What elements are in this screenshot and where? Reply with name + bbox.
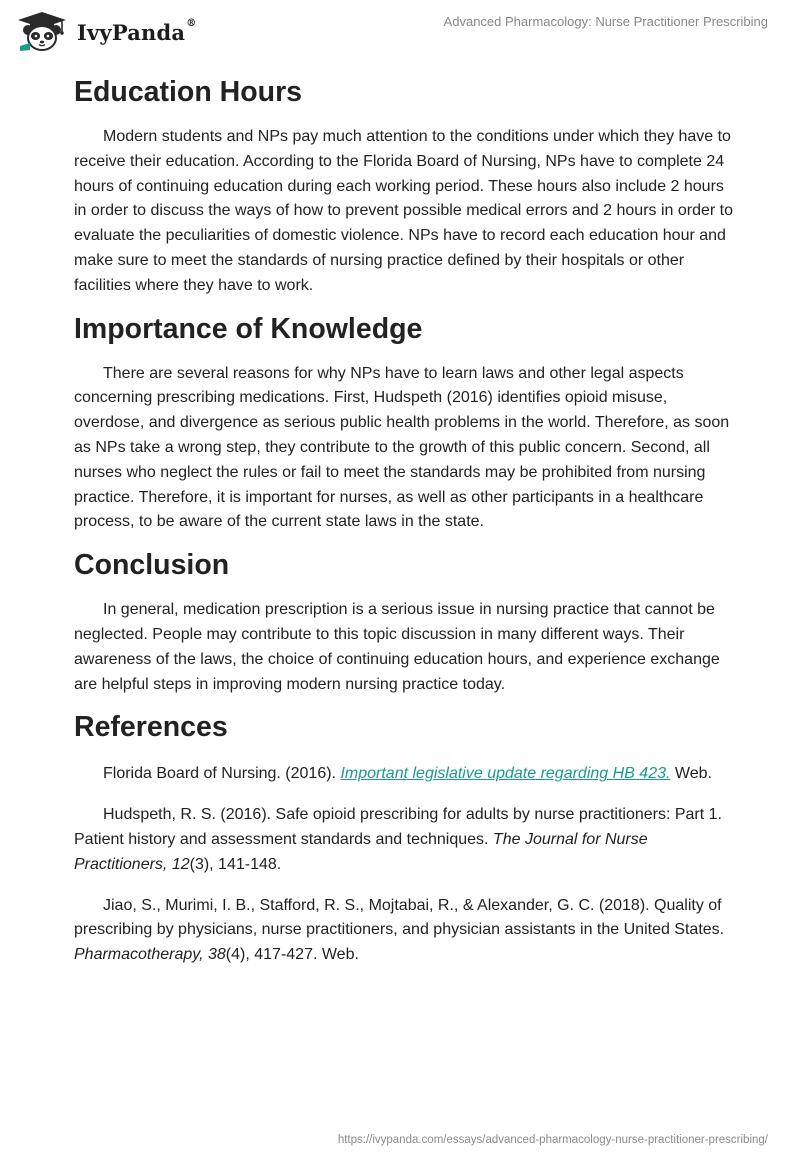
section-heading: Education Hours xyxy=(74,76,303,108)
page-header xyxy=(0,0,800,60)
section-paragraph: There are several reasons for why NPs have to learn laws and other legal aspects concerning prescribing medications. First, Hudspeth (2016) identifies opioid misuse, overdose, and divergence as serious public health problems in the world. Therefore, as soon as NPs take a wrong step, they contribute to the growth of this public concern. Second, all nurses who neglect the rules or fail to meet the standards may be prohibited from nursing practice. Therefore, it is important for nurses, as well as other participants in a healthcare process, to be aware of the current state laws in the state. xyxy=(74,364,730,531)
reference-item: Florida Board of Nursing. (2016). Important legislative update regarding HB 423. Web. xyxy=(103,765,712,783)
section-conclusion xyxy=(74,545,734,697)
section-heading: References xyxy=(74,711,228,744)
section-education-hours xyxy=(74,72,734,299)
section-references xyxy=(74,707,734,968)
journal-title: Pharmacotherapy, 38 xyxy=(74,946,226,964)
section-paragraph: In general, medication prescription is a serious issue in nursing practice that cannot be neglected. People may contribute to this topic discussion in many different ways. Their awareness of the laws, the choice of continuing education hours, and experience exchange are helpful steps in improving modern nursing practice today. xyxy=(74,601,720,693)
panda-graduate-icon xyxy=(14,10,70,52)
reference-item: Hudspeth, R. S. (2016). Safe opioid prescribing for adults by nurse practitioners: Part 1. Patient history and assessment standards and techniques. The Journal for Nurse Practitioners, 12(3), 141-148. xyxy=(74,806,722,873)
reference-item: Jiao, S., Murimi, I. B., Stafford, R. S., Mojtabai, R., & Alexander, G. C. (2018). Quality of prescribing by physicians, nurse practitioners, and physician assistants in the United States. Pharmacotherapy, 38(4), 417-427. Web. xyxy=(74,896,725,964)
section-paragraph: Modern students and NPs pay much attention to the conditions under which they have to receive their education. According to the Florida Board of Nursing, NPs have to complete 24 hours of continuing education during each working period. These hours also include 2 hours in order to discuss the ways of how to prevent possible medical errors and 2 hours in order to evaluate the peculiarities of domestic violence. NPs have to record each education hour and make sure to meet the standards of nursing practice defined by their hospitals or other facilities where they have to work. xyxy=(74,128,733,294)
page-footer-url: https://ivypanda.com/essays/advanced-pharmacology-nurse-practitioner-prescribing/ xyxy=(337,1134,768,1146)
section-importance-of-knowledge xyxy=(74,309,734,536)
section-heading: Importance of Knowledge xyxy=(74,312,423,345)
journal-title: The Journal for Nurse Practitioners, 12 xyxy=(74,830,648,873)
reference-link[interactable]: Important legislative update regarding HB 423. xyxy=(340,765,671,783)
essay-content xyxy=(74,70,734,984)
brand-logo[interactable] xyxy=(14,10,196,52)
document-title: Advanced Pharmacology: Nurse Practitioner Prescribing xyxy=(443,14,768,29)
brand-name: IvyPanda® xyxy=(77,17,197,45)
section-heading: Conclusion xyxy=(74,549,230,582)
